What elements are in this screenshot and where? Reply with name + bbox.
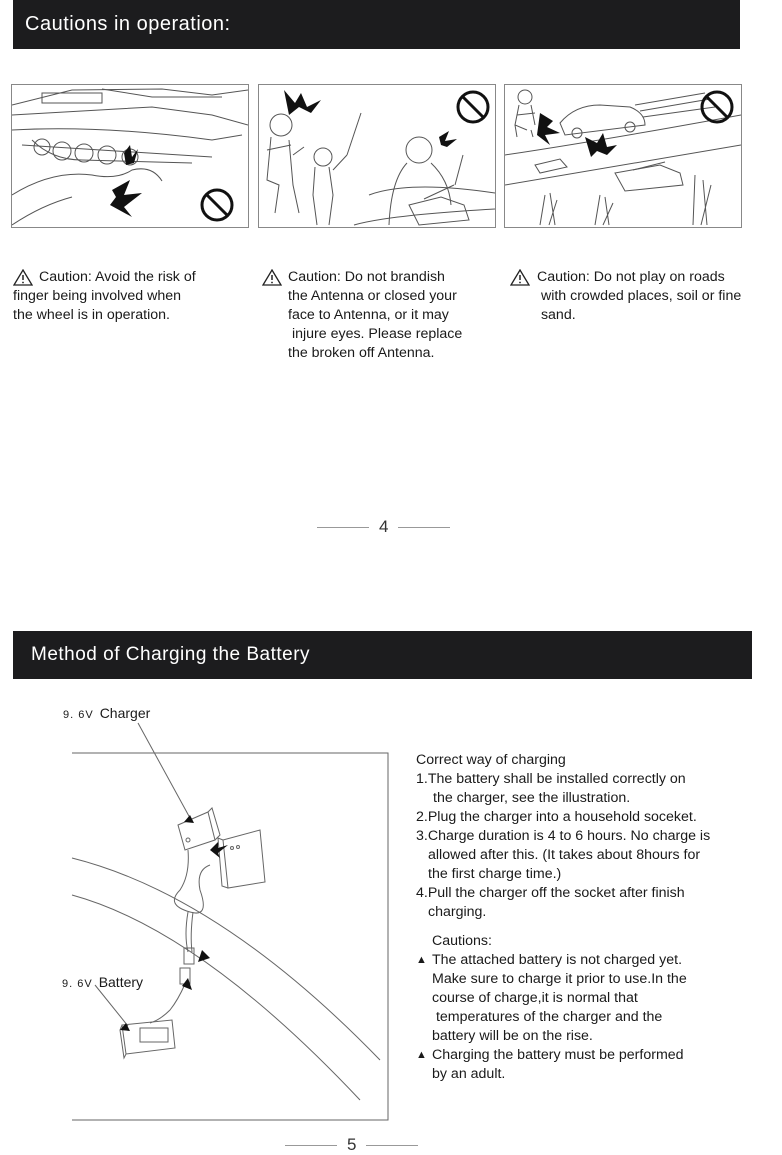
cautions-banner-title: Cautions in operation: [25,13,231,35]
charging-cautions [416,932,782,1084]
charging-banner [13,631,752,679]
step-line: allowed after this. (It takes about 8hours for [428,847,701,863]
charging-illustration [60,690,400,1130]
step-line: charging. [428,904,487,920]
caution-item [416,951,782,1046]
step-line: the charger, see the illustration. [433,790,631,806]
caution-antenna [262,268,502,363]
charger-label-text: Charger [99,705,151,721]
caution-line: course of charge,it is normal that [432,990,638,1006]
caution-line: battery will be on the rise. [432,1028,593,1044]
page-number-text: 4 [379,517,389,536]
caution-line: by an adult. [432,1066,506,1082]
antenna-caution-illustration [258,84,496,228]
charger-voltage: 9. 6V [63,709,94,721]
step-line: 4.Pull the charger off the socket after finish [416,885,685,901]
caution-line: face to Antenna, or it may [288,307,449,323]
step-line: the first charge time.) [428,866,562,882]
battery-label-text: Battery [98,974,144,990]
charging-instructions [416,751,782,1084]
caution-finger [13,268,253,325]
caution-line: temperatures of the charger and the [432,1009,663,1025]
caution-line: the Antenna or closed your [288,288,457,304]
caution-line: Caution: Do not play on roads [537,269,725,285]
caution-line: The attached battery is not charged yet. [432,952,683,968]
caution-line: with crowded places, soil or fine [537,288,742,304]
caution-line: injure eyes. Please replace [288,326,463,342]
triangle-bullet-icon: ▲ [416,954,427,966]
warning-triangle-icon [262,269,282,286]
caution-line: the broken off Antenna. [288,345,435,361]
step-line: 1.The battery shall be installed correctly on [416,771,686,787]
page-number [307,517,460,537]
charging-heading: Correct way of charging [416,752,566,768]
caution-line: sand. [537,307,576,323]
caution-line: Make sure to charge it prior to use.In the [432,971,687,987]
charging-banner-title: Method of Charging the Battery [31,644,311,665]
cautions-banner [13,0,740,49]
page-number [275,1135,428,1155]
caution-line: Caution: Do not brandish [288,269,445,285]
triangle-bullet-icon: ▲ [416,1049,427,1061]
caution-item [416,1046,782,1084]
caution-line: Caution: Avoid the risk of [39,269,196,285]
warning-triangle-icon [510,269,530,286]
finger-caution-illustration [11,84,249,228]
caution-line: finger being involved when [13,288,181,304]
battery-voltage: 9. 6V [62,978,93,990]
caution-line: the wheel is in operation. [13,307,170,323]
step-line: 2.Plug the charger into a household soceket. [416,809,697,825]
caution-roads [510,268,782,325]
caution-line: Charging the battery must be performed [432,1047,684,1063]
page-number-text: 5 [347,1135,357,1154]
warning-triangle-icon [13,269,33,286]
road-caution-illustration [504,84,742,228]
step-line: 3.Charge duration is 4 to 6 hours. No charge is [416,828,711,844]
cautions-heading: Cautions: [432,933,492,949]
